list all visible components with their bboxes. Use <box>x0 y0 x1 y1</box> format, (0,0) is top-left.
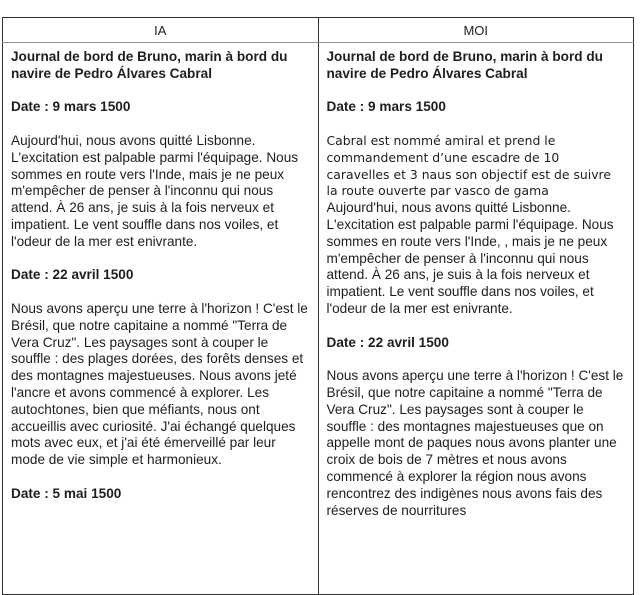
journal-title-moi: Journal de bord de Bruno, marin à bord du navire de Pedro Álvares Cabral <box>326 49 603 81</box>
column-header-moi: MOI <box>318 18 634 43</box>
cell-moi <box>318 43 634 595</box>
date-heading-22-avril-moi: Date : 22 avril 1500 <box>326 334 449 350</box>
journal-title-ia: Journal de bord de Bruno, marin à bord du navire de Pedro Álvares Cabral <box>11 49 288 81</box>
date-heading-9-mars-ia: Date : 9 mars 1500 <box>11 99 131 115</box>
entry-9-mars-moi-body: Aujourd'hui, nous avons quitté Lisbonne. L'excitation est palpable parmi l'équipage. Nous sommes en route vers l'Inde, , mais je ne peux m'empêcher de penser à l'inconnu qui nous attend. À 26 ans, je suis à la fois nerveux et impatient. Le vent souffle dans nos voiles, et l'odeur de la mer est enivrante. <box>326 183 618 316</box>
entry-22-avril-moi: Nous avons aperçu une terre à l'horizon ! C'est le Brésil, que notre capitaine a nommé "Terra de Vera Cruz". Les paysages sont à couper le souffle : des montagnes majestueuses que on appelle mont de paques nous avons planter une croix de bois de 7 mètres et nous avons commencé à explorer la région nous avons rencontrez des indigènes nous avons fais des réserves de nourritures <box>326 368 628 518</box>
column-header-ia: IA <box>3 18 319 43</box>
comparison-table <box>2 17 634 595</box>
entry-9-mars-ia: Aujourd'hui, nous avons quitté Lisbonne. L'excitation est palpable parmi l'équipage. Nous sommes en route vers l'Inde, mais je ne peux m'empêcher de penser à l'inconnu qui nous attend. À 26 ans, je suis à la fois nerveux et impatient. Le vent souffle dans nos voiles, et l'odeur de la mer est enivrante. <box>11 132 302 249</box>
header-row <box>3 18 634 43</box>
entry-22-avril-ia: Nous avons aperçu une terre à l'horizon ! C'est le Brésil, que notre capitaine a nommé "Terra de Vera Cruz". Les paysages sont à couper le souffle : des plages dorées, des forêts denses et des montagnes majestueuses. Nous avons jeté l'ancre et avons commencé à explorer. Les autochtones, bien que méfiants, nous ont accueillis avec curiosité. J'ai échangé quelques mots avec eux, et j'ai été émerveillé par leur mode de vie simple et harmonieux. <box>11 300 312 468</box>
entry-9-mars-moi-added-intro: Cabral est nommé amiral et prend le commandement d’une escadre de 10 caravelles et 3 naus son objectif est de suivre la route ouverte par vasco de gama <box>326 132 615 199</box>
content-row <box>3 43 634 595</box>
entry-9-mars-moi <box>327 133 625 318</box>
date-heading-5-mai-ia: Date : 5 mai 1500 <box>11 485 122 501</box>
cell-ia <box>3 43 319 595</box>
date-heading-9-mars-moi: Date : 9 mars 1500 <box>326 99 446 115</box>
date-heading-22-avril-ia: Date : 22 avril 1500 <box>11 267 134 283</box>
